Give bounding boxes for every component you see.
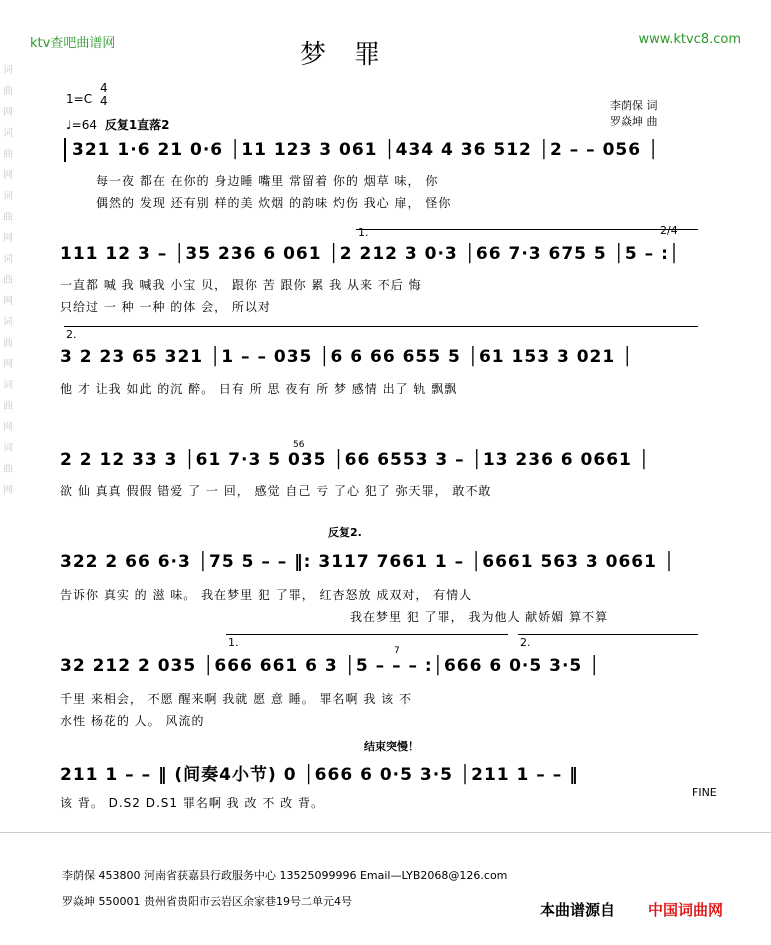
tempo-mark [66, 116, 170, 133]
notation-row: 2 2 12 33 3 │61 7·3 5 035 │66 6553 3 – │13 236 6 0661 │ [60, 450, 651, 470]
volta-bracket [518, 634, 698, 635]
notation-row: 111 12 3 – │35 236 6 061 │2 212 3 0·3 │66 7·3 675 5 │5 – :│ [60, 244, 681, 264]
repeat-instruction: 反复1直落2 [104, 118, 170, 132]
volta-bracket [226, 634, 508, 635]
meter-change: 2/4 [660, 224, 678, 237]
lyricist-credit: 李荫保 词 [610, 99, 658, 112]
source-label: 本曲谱源自 [540, 901, 616, 919]
lyric-line: 我在梦里 犯 了罪， 我为他人 献娇媚 算不算 [350, 610, 609, 624]
notation-row: 3 2 23 65 321 │1 – – 035 │6 6 66 655 5 │61 153 3 021 │ [60, 347, 634, 367]
notation-row: 211 1 – – ‖ (间奏4小节) 0 │666 6 0·5 3·5 │211 1 – – ‖ [60, 765, 579, 785]
volta-label: 1. [358, 226, 369, 239]
lyric-line: 偶然的 发现 还有别 样的美 炊烟 的韵味 灼伤 我心 扉， 怪你 [96, 196, 452, 210]
lyric-line: 该 背。 D.S2 D.S1 罪名啊 我 改 不 改 背。 [60, 796, 324, 810]
fine-mark: FINE [692, 786, 717, 799]
notation-row: 321 1·6 21 0·6 │11 123 3 061 │434 4 36 512 │2 – – 056 │ [72, 140, 660, 160]
time-signature [100, 82, 108, 108]
source-site-link[interactable]: 中国词曲网 [648, 901, 724, 919]
volta-label: 1. [228, 636, 239, 649]
repeat-start-barline [64, 138, 66, 162]
lyric-line: 水性 杨花的 人。 风流的 [60, 714, 205, 728]
grace-note: 56 [293, 440, 305, 450]
lyric-line: 告诉你 真实 的 滋 味。 我在梦里 犯 了罪， 红杏怒放 成双对， 有情人 [60, 588, 473, 602]
notation-row: 322 2 66 6·3 │75 5 – – ‖: 3117 7661 1 – │6661 563 3 0661 │ [60, 552, 676, 572]
volta-bracket [64, 326, 698, 327]
watermark-column: 词曲网词曲网词曲网词曲网词曲网词曲网词曲网 [3, 65, 13, 496]
composer-credit: 罗焱坤 曲 [610, 115, 658, 128]
repeat-marker: 反复2. [328, 526, 362, 539]
notation-row: 32 212 2 035 │666 661 6 3 │5 – – – :│666 6 0·5 3·5 │ [60, 656, 601, 676]
lyric-line: 每一夜 都在 在你的 身边睡 嘴里 常留着 你的 烟草 味， 你 [96, 174, 439, 188]
time-signature-bottom: 4 [100, 94, 108, 108]
contact-composer: 罗焱坤 550001 贵州省贵阳市云岩区余家巷19号二单元4号 [62, 895, 352, 908]
footer-divider [0, 832, 771, 833]
site-link-left[interactable]: ktv查吧曲谱网 [30, 36, 116, 51]
lyric-line: 只给过 一 种 一种 的体 会， 所以对 [60, 300, 271, 314]
lyric-line: 欲 仙 真真 假假 错爱 了 一 回， 感觉 自己 亏 了心 犯了 弥天罪， 敢不敢 [60, 484, 492, 498]
lyric-line: 千里 来相会， 不愿 醒来啊 我就 愿 意 睡。 罪名啊 我 该 不 [60, 692, 412, 706]
grace-note: 7 [394, 646, 400, 656]
time-signature-top: 4 [100, 81, 108, 95]
song-title: 梦罪 [300, 40, 409, 70]
key-signature: 1=C [66, 92, 93, 106]
volta-bracket [356, 229, 698, 230]
ending-instruction: 结束突慢！ [364, 740, 419, 753]
volta-label: 2. [66, 328, 77, 341]
site-link-right[interactable]: www.ktvc8.com [638, 32, 741, 47]
contact-lyricist: 李荫保 453800 河南省获嘉县行政服务中心 13525099996 Email—LYB2068@126.com [62, 869, 508, 882]
lyric-line: 他 才 让我 如此 的沉 醉。 日有 所 思 夜有 所 梦 感情 出了 轨 飘飘 [60, 382, 458, 396]
lyric-line: 一直都 喊 我 喊我 小宝 贝， 跟你 苦 跟你 累 我 从来 不后 悔 [60, 278, 422, 292]
tempo-value: ♩=64 [66, 118, 97, 132]
volta-label: 2. [520, 636, 531, 649]
